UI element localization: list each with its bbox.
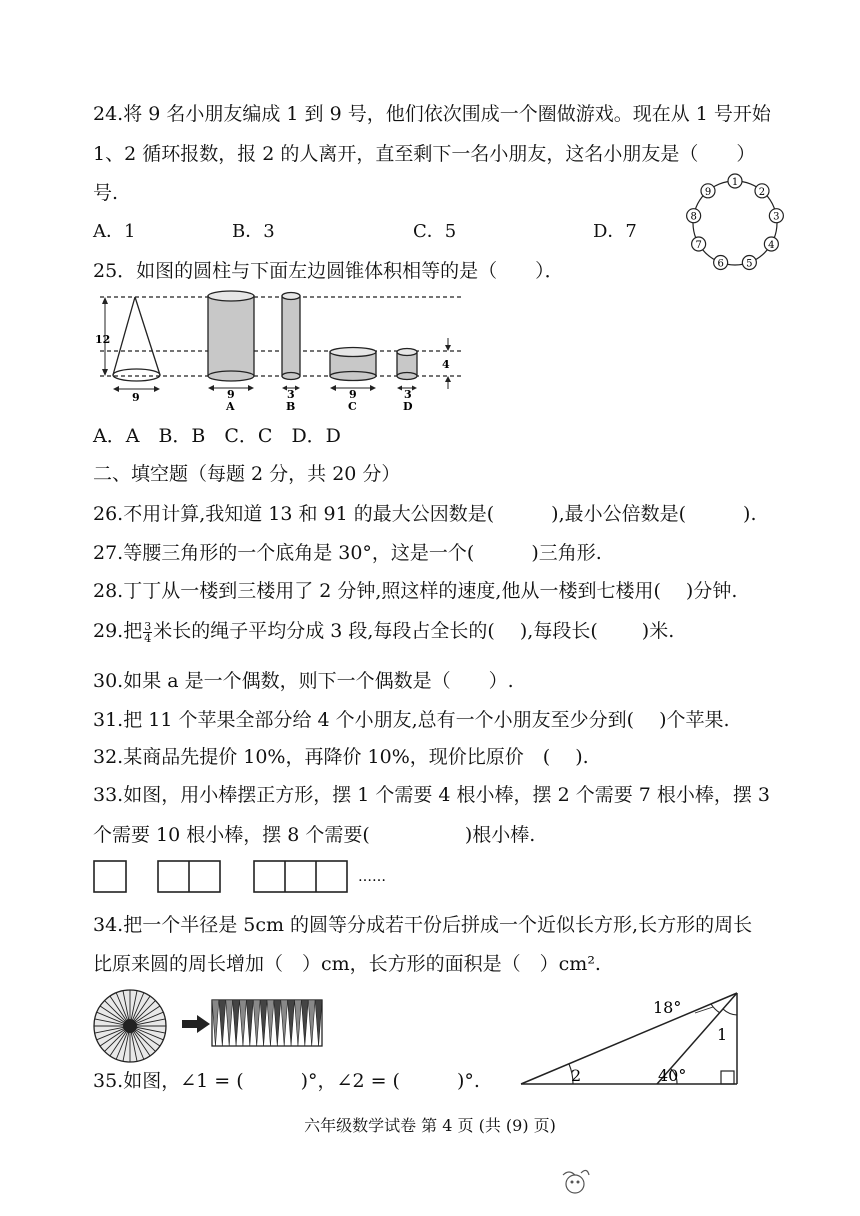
q25-question: 25．如图的圆柱与下面左边圆锥体积相等的是（ ）． [93, 260, 564, 282]
cone-height-label: 12 [95, 333, 111, 346]
rect-tooth [301, 1000, 308, 1046]
cyl-b-diameter: 3 [287, 388, 295, 401]
cyl-a-label: A [226, 400, 235, 413]
q33-line2: 个需要 10 根小棒，摆 8 个需要( )根小棒. [93, 824, 536, 846]
q24-line1: 24.将 9 名小朋友编成 1 到 9 号，他们依次围成一个圈做游戏。现在从 1 号开始 [93, 103, 771, 125]
cyl-d-diameter: 3 [404, 388, 412, 401]
rect-tooth [308, 1000, 315, 1046]
short-height-label: 4 [442, 358, 450, 371]
rect-tooth [226, 1000, 233, 1046]
cyl-b-label: B [286, 400, 296, 413]
q25-cylinder-diagram [88, 286, 468, 416]
child-number: 9 [704, 186, 712, 198]
q34-circle-diagram [92, 988, 342, 1064]
rect-tooth [281, 1000, 288, 1046]
q29 [93, 618, 674, 644]
rect-tooth [219, 1000, 226, 1046]
doodle-icon [555, 1165, 595, 1197]
rect-tooth [288, 1000, 295, 1046]
child-number: 3 [773, 211, 780, 223]
q29-fraction [143, 621, 152, 644]
q35-angle-2: 2 [571, 1066, 582, 1085]
q32: 32.某商品先提价 10%，再降价 10%，现价比原价 ( ). [93, 746, 589, 768]
cyl-a-diameter: 9 [227, 388, 235, 401]
q26: 26.不用计算,我知道 13 和 91 的最大公因数是( ),最小公倍数是( ). [93, 503, 757, 525]
q35-triangle-diagram [515, 985, 775, 1090]
rect-tooth [295, 1000, 302, 1046]
q31: 31.把 11 个苹果全部分给 4 个小朋友,总有一个小朋友至少分到( )个苹果. [93, 709, 730, 731]
child-number: 4 [768, 240, 775, 251]
q33-line1: 33.如图，用小棒摆正方形，摆 1 个需要 4 根小棒，摆 2 个需要 7 根小棒，摆 3 [93, 784, 771, 806]
section2-heading: 二、填空题（每题 2 分，共 20 分） [93, 463, 401, 485]
rect-tooth [315, 1000, 322, 1046]
q24-line2: 1、2 循环报数，报 2 的人离开，直至剩下一名小朋友，这名小朋友是（ ） [93, 143, 756, 165]
rect-tooth [246, 1000, 253, 1046]
q24-option-d: D．7 [593, 221, 637, 242]
rect-tooth [233, 1000, 240, 1046]
q33-squares-diagram [92, 858, 412, 898]
rect-tooth [267, 1000, 274, 1046]
q25-options: A．A B．B C．C D．D [93, 425, 341, 447]
q24-option-c: C．5 [413, 221, 457, 242]
rect-tooth [260, 1000, 267, 1046]
child-number: 7 [695, 240, 702, 251]
q24-circle-diagram [680, 168, 790, 278]
q29-denominator: 4 [144, 631, 152, 645]
q35-angle-1: 1 [717, 1025, 728, 1044]
q29-numerator: 3 [144, 619, 152, 633]
cone-diameter-label: 9 [132, 391, 140, 404]
rect-tooth [274, 1000, 281, 1046]
child-number: 1 [731, 177, 739, 188]
page-footer: 六年级数学试卷 第 4 页 (共 (9) 页) [304, 1116, 556, 1135]
q35-angle-18: 18° [653, 998, 682, 1017]
q29-prefix: 29.把 [93, 620, 143, 642]
q33-ellipsis: …… [358, 869, 386, 885]
q24-option-a: A．1 [93, 221, 136, 242]
child-number: 5 [746, 258, 753, 270]
child-number: 8 [690, 211, 697, 223]
q34-line1: 34.把一个半径是 5cm 的圆等分成若干份后拼成一个近似长方形,长方形的周长 [93, 914, 753, 936]
q35-question: 35.如图，∠1 = ( )°，∠2 = ( )°. [93, 1070, 480, 1092]
rect-tooth [212, 1000, 219, 1046]
child-number: 6 [717, 258, 724, 270]
q24-option-b: B．3 [232, 221, 275, 242]
q30: 30.如果 a 是一个偶数，则下一个偶数是（ ）. [93, 670, 514, 692]
q35-angle-40: 40° [658, 1066, 687, 1085]
cyl-c-label: C [348, 400, 357, 413]
rect-tooth [253, 1000, 260, 1046]
rect-tooth [240, 1000, 247, 1046]
cyl-d-label: D [403, 400, 413, 413]
q24-line3: 号. [93, 182, 119, 204]
cyl-c-diameter: 9 [349, 388, 357, 401]
q29-suffix: 米长的绳子平均分成 3 段,每段占全长的( ),每段长( )米. [153, 620, 675, 642]
q27: 27.等腰三角形的一个底角是 30°，这是一个( )三角形. [93, 542, 602, 564]
q28: 28.丁丁从一楼到三楼用了 2 分钟,照这样的速度,他从一楼到七楼用( )分钟. [93, 580, 738, 602]
child-number: 2 [758, 186, 766, 198]
q34-line2: 比原来圆的周长增加（ ）cm，长方形的面积是（ ）cm². [93, 953, 601, 975]
